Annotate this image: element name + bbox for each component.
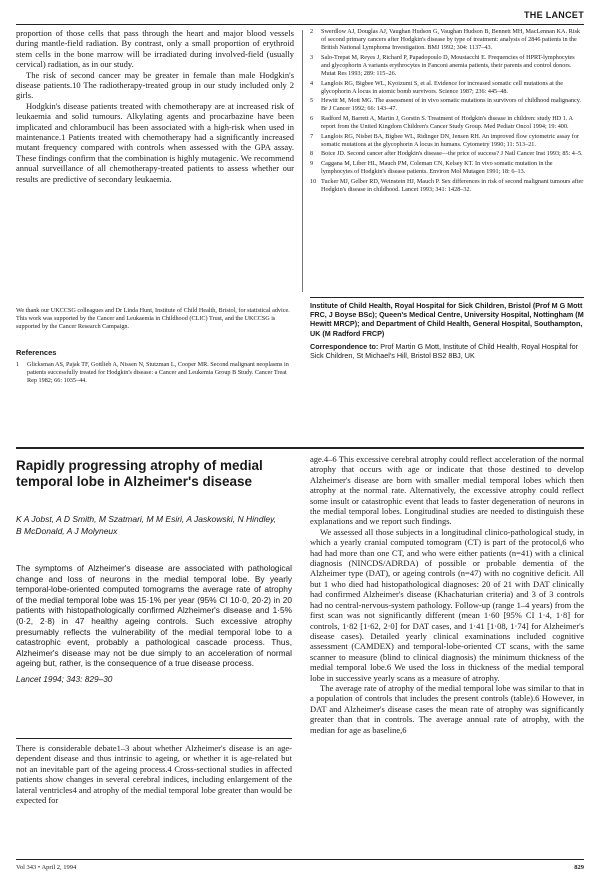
references-heading: References: [16, 348, 57, 357]
institution: Institute of Child Health, Royal Hospital for Sick Children, Bristol (Prof M G Mott FRC, J Boyse BSc); Queen's Medical Centre, University Hospital, Nottingham (M Hewitt MRCP); and Department of Child Health, General Hospital, Southampton, UK (M Radford FRCP): [310, 301, 584, 338]
paragraph: age.4–6 This excessive cerebral atrophy could reflect acceleration of the normal atrophy that occurs with age or indicate that those destined to develop Alzheimer's disease are born with smaller medial temporal lobes which then atrophy at the normal rate. Alternatively, the excessive atrophy could reflect some insult or catastrophic event that leads to faster degeneration of neurons in the medial temporal lobes. Longitudinal studies are needed to distinguish these explanations and we report such findings.: [310, 454, 584, 527]
column-divider: [302, 30, 303, 292]
running-header: THE LANCET: [524, 10, 584, 20]
reference-item: 1 Glicksman AS, Pajak TF, Gottlieb A, Nissen N, Stutzman L, Cooper MR. Second malignant neoplasms in patients successfully treated for Hodgkin's disease: a Cancer and Leukemia Group B Study. Cancer Treat Rep 1982; 66: 1035–44.: [16, 361, 289, 385]
prior-article-text: [16, 28, 294, 184]
paragraph: proportion of those cells that pass through the heart and major blood vessels during mantle-field radiation. By contrast, only a small proportion of erythroid stem cells in the bone marrow will be irradiated during involved-field (usually cervical) radiation, as in our study.: [16, 28, 294, 70]
acknowledgment: We thank our UKCCSG colleagues and Dr Linda Hunt, Institute of Child Health, Bristol, for statistical advice. This work was supported by the Cancer and Leukaemia in Childhood (CLIC) Trust, and the UKCCSG is supported by the Cancer Research Campaign.: [16, 307, 290, 331]
page-number: 829: [574, 864, 584, 871]
reference-item: 9 Caggana M, Liber HL, Mauch PM, Coleman CN, Kelsey KT. In vivo somatic mutation in the lymphocytes of Hodgkin's disease patients. Environ Mol Mutagen 1991; 18: 6–13.: [310, 159, 553, 175]
paragraph: The risk of second cancer may be greater in female than male Hodgkin's disease patients.10 The radiotherapy-treated group in our study included only 2 girls.: [16, 69, 294, 101]
paragraph: We assessed all those subjects in a longitudinal clinico-pathological study, in which a yearly cranial computed tomogram (CT) is part of the protocol,6 who had had more than one CT, and who were either patients (n=41) with a clinical diagnosis (NINCDS/ADRDA) of possible or probable dementia of the Alzheimer type (DAT), or ageing controls (n=47) with no cognitive deficit. All but 1 who died had histopathological diagnoses: 20 of 21 with DAT clinically had confirmed Alzheimer's disease (Khachaturian criteria) and 3 of 3 controls had no central-nervous-system pathology. Follow-up (range 1–4 years) from the first scan was not significantly different (mean 1·60 [95% CI 1·4, 1·8] for controls, 1·82 [1·62, 2·0] for DAT cases, and 1·41 [1·08, 1·74] for Alzheimer's disease cases). Detailed yearly clinical examinations included cognitive assessment (CAMDEX) and temporal-lobe-oriented CT scans, with the same scanner to measure (blind to clinical diagnosis) the minimum thickness of the medial temporal lobe.6 We used the loss in thickness of the medial temporal lobe in successive yearly scans as a measure of atrophy.: [310, 526, 584, 683]
footer-rule: [16, 859, 584, 860]
paragraph: The average rate of atrophy of the medial temporal lobe was similar to that in a population of controls that includes the present controls (table).6 However, in DAT and Alzheimer's disease cases the mean rate of atrophy was significantly greater than that in controls. The average annual rate of atrophy, with the median for age as baseline,6: [310, 682, 584, 735]
reference-item: 6 Radford M, Barrett A, Martin J, Gorstin S. Treatment of Hodgkin's disease in children: study HD 1. A report from the United Kingdom Children's Cancer Study Group. Med Pediatr Oncol 1994; 19: 400.: [310, 114, 573, 131]
article-body-col1: [16, 743, 292, 805]
article-divider: [16, 447, 584, 449]
reference-item: 2 Swerdlow AJ, Douglas AJ, Vaughan Hudson G, Vaughan Hudson B, Bennett MH, MacLennan KA. Risk of second primary cancers after Hodgkin's disease by type of treatment: analysis of 2846 patients in the British National Lymphoma Investigation. BMJ 1992; 304: 1137–43.: [310, 28, 580, 52]
header-rule: [16, 24, 584, 25]
reference-item: 7 Langlois RG, Nisbet BA, Bigbee WL, Ridinger DN, Jensen RH. An improved flow cytometric assay for somatic mutations at the glycophorin A locus in humans. Cytometry 1990; 11: 513–21.: [310, 132, 580, 148]
correspondence: Prof Martin G Mott, Institute of Child Health, Royal Hospital for Sick Children, St Michael's Hill, Bristol BS2 8BJ, UK: [310, 341, 579, 361]
article-citation: Lancet 1994; 343: 829–30: [16, 673, 113, 684]
reference-item: 5 Hewitt M, Mott MG. The assessment of in vivo somatic mutations in survivors of childhood malignancy. Br J Cancer 1992; 66: 143–47.: [310, 97, 582, 113]
affiliation-rule: [310, 297, 584, 298]
reference-item: 3 Salo-Trepat M, Reyes J, Richard P, Papadopoulo D, Moustacchi E. Frequencies of HPRT-lymphocytes and glycophorin A variants erythrocytes in Fanconi anemia patients, their parents and control donors. Mutat Res 1993; 289: 115–26.: [310, 53, 575, 77]
abstract-rule: [16, 738, 292, 739]
reference-item: 10 Tucker MJ, Gelber RD, Weinstein HJ, Mauch P. Sex differences in risk of second malignant tumours after Hodgkin's disease in childhood. Lancet 1993; 341: 1428–32.: [310, 177, 584, 193]
correspondence-label: Correspondence to:: [310, 341, 379, 351]
paragraph: Hodgkin's disease patients treated with chemotherapy are at increased risk of leukaemia and solid tumours. Alkylating agents and procarbazine have been implicated and chlorambucil has been associated with a high-risk when used in maintenance.1 Patients treated with chemotherapy had a significantly increased mutant frequency compared with controls when assessed with the GPA assay. These findings confirm that the combination is highly mutagenic. We recommend annual surveillance of all chemotherapy-treated patients to assess whether our results are predictive of secondary leukaemia.: [16, 100, 294, 184]
reference-list-left: [16, 361, 294, 387]
paragraph: There is considerable debate1–3 about whether Alzheimer's disease is an age-dependent disease and thus intrinsic to ageing, or whether it is age-related but not an inevitable part of the ageing process.4 Cross-sectional studies in affected patients show changes in several cerebral indices, including enlargement of the lateral ventricles4 and atrophy of the medial temporal lobe greater than would be expected for: [16, 743, 292, 806]
article-body-col2: [310, 454, 584, 735]
article-abstract: The symptoms of Alzheimer's disease are associated with pathological change and loss of neurons in the medial temporal lobe. By yearly temporal-lobe-oriented computed tomograms the average rate of atrophy of the medial temporal lobe was 15·1% per year (95% CI 10·0, 20·2) in 20 patients with histopathologically confirmed Alzheimer's disease and 1·5% (0·2, 2·8) in 47 healthy ageing controls. Such excessive atrophy presumably reflects the vulnerability of the medial temporal lobe to a catastrophic event, probably a pathological cascade process. Thus, Alzheimer's disease may not be due simply to an acceleration of normal ageing but, rather, is the consequence of a true disease process. Lancet 1994; 343: 829–30: [16, 563, 292, 684]
article-authors: K A Jobst, A D Smith, M Szatmari, M M Esiri, A Jaskowski, N Hindley, B McDonald, A J Molyneux: [16, 514, 277, 536]
affiliations: [310, 301, 584, 360]
reference-item: 4 Langlois RG, Bigbee WL, Kyoizumi S, et al. Evidence for increased somatic cell mutations at the glycophorin A locus in atomic bomb survivors. Science 1987; 236: 445–48.: [310, 79, 563, 95]
reference-list-right: [310, 28, 584, 195]
reference-item: 8 Boice JD. Second cancer after Hodgkin's disease—the price of success? J Natl Cancer Inst 1993; 85: 4–5.: [310, 150, 583, 158]
footer-volume: Vol 343 • April 2, 1994: [16, 864, 77, 871]
article-title: Rapidly progressing atrophy of medial temporal lobe in Alzheimer's disease: [16, 458, 263, 489]
